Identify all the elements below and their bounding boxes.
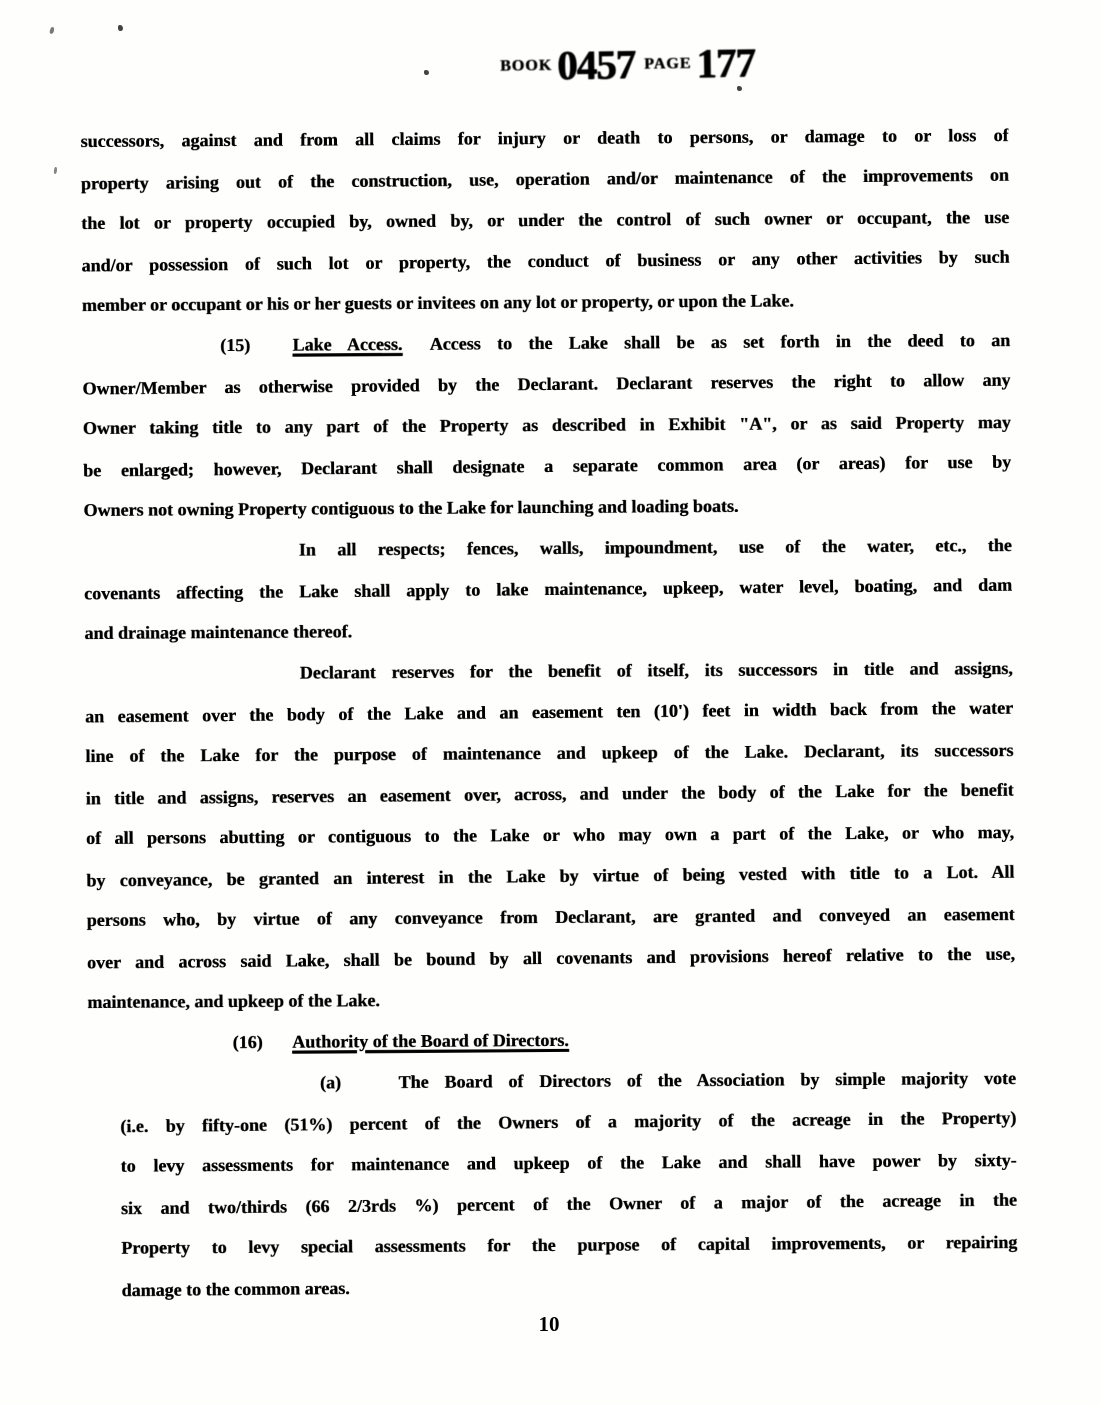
text-line: damage to the common areas. bbox=[121, 1277, 350, 1301]
text-line: over and across said Lake, shall be bound by all covenants and provisions hereof relative to the use, bbox=[86, 943, 1016, 973]
text-line: in title and assigns, reserves an easement over, across, and under the body of the Lake for the benefit bbox=[85, 779, 1014, 809]
book-number: 0457 bbox=[556, 40, 636, 88]
text-line: property arising out of the construction, use, operation and/or maintenance of the improvements on bbox=[80, 164, 1009, 194]
text-line: Owner/Member as otherwise provided by the Declarant. Declarant reserves the right to allow any bbox=[82, 369, 1011, 399]
text-line: member or occupant or his or her guests or invitees on any lot or property, or upon the Lake. bbox=[81, 290, 794, 316]
text-run: The Board of Directors of the Association by simple majority vote bbox=[398, 1067, 1016, 1092]
document-body bbox=[80, 114, 1017, 1310]
paragraph-easement bbox=[85, 647, 1016, 1023]
text-line: and/or possession of such lot or property, the conduct of business or any other activities by such bbox=[81, 246, 1010, 276]
text-line: (i.e. by fifty-one (51%) percent of the Owners of a majority of the acreage in the Property) bbox=[120, 1107, 1017, 1137]
page-label: PAGE bbox=[643, 54, 692, 73]
scan-artifact bbox=[118, 25, 123, 31]
paragraph-subsection-a bbox=[120, 1057, 1018, 1310]
text-line: persons who, by virtue of any conveyance from Declarant, are granted and conveyed an easement bbox=[86, 903, 1015, 930]
text-line: an easement over the body of the Lake and an easement ten (10') feet in width back from the water bbox=[84, 697, 1014, 727]
scan-artifact bbox=[424, 70, 429, 75]
stamp-page-number: 177 bbox=[695, 39, 756, 87]
text-line: six and two/thirds (66 2/3rds %) percent of the Owner of a major of the acreage in the bbox=[120, 1189, 1017, 1219]
section-heading: Authority of the Board of Directors. bbox=[292, 1029, 569, 1052]
text-line bbox=[120, 1058, 1016, 1105]
scan-artifact bbox=[53, 167, 57, 174]
paragraph-lake-covenants bbox=[84, 524, 1013, 654]
scan-artifact bbox=[737, 86, 742, 91]
text-line: of all persons abutting or contiguous to the Lake or who may own a part of the Lake, or who may, bbox=[85, 822, 1015, 848]
text-line: covenants affecting the Lake shall apply to lake maintenance, upkeep, water level, boating, and dam bbox=[83, 574, 1013, 604]
section-number: (15) bbox=[220, 334, 251, 356]
text-line: by conveyance, be granted an interest in the Lake by virtue of being vested with title to a Lot. All bbox=[86, 861, 1015, 891]
section-board-authority bbox=[87, 1016, 1015, 1064]
paragraph-lake-access bbox=[82, 319, 1012, 531]
text-line: maintenance, and upkeep of the Lake. bbox=[87, 990, 380, 1012]
page-number: 10 bbox=[538, 1312, 560, 1336]
book-page-stamp bbox=[499, 39, 756, 88]
text-line bbox=[87, 1017, 1015, 1064]
text-line: successors, against and from all claims for injury or death to persons, or damage to or loss of bbox=[80, 125, 1009, 152]
text-run: Access to the Lake shall be as set forth in the deed to an bbox=[429, 330, 1011, 354]
text-line: be enlarged; however, Declarant shall designate a separate common area (or areas) for use by bbox=[82, 451, 1012, 481]
text-line: to levy assessments for maintenance and upkeep of the Lake and shall have power by sixty- bbox=[120, 1149, 1017, 1176]
text-line: In all respects; fences, walls, impoundment, use of the water, etc., the bbox=[298, 535, 1012, 560]
text-line: Owner taking title to any part of the Property as described in Exhibit "A", or as said Property may bbox=[82, 412, 1011, 439]
text-line: line of the Lake for the purpose of maintenance and upkeep of the Lake. Declarant, its successors bbox=[85, 740, 1014, 766]
book-label: BOOK bbox=[499, 56, 553, 75]
text-line: Owners not owning Property contiguous to the Lake for launching and loading boats. bbox=[83, 495, 739, 521]
scan-artifact bbox=[49, 27, 55, 35]
paragraph-liability-continuation bbox=[80, 114, 1010, 326]
subsection-label: (a) bbox=[319, 1072, 341, 1093]
text-line: Property to levy special assessments for the purpose of capital improvements, or repairing bbox=[121, 1231, 1018, 1258]
section-number: (16) bbox=[232, 1031, 263, 1053]
text-line: Declarant reserves for the benefit of itself, its successors in title and assigns, bbox=[299, 658, 1013, 683]
text-line: the lot or property occupied by, owned by, or under the control of such owner or occupant, the use bbox=[81, 207, 1010, 234]
text-line: and drainage maintenance thereof. bbox=[84, 621, 353, 643]
section-heading: Lake Access. bbox=[292, 333, 403, 355]
